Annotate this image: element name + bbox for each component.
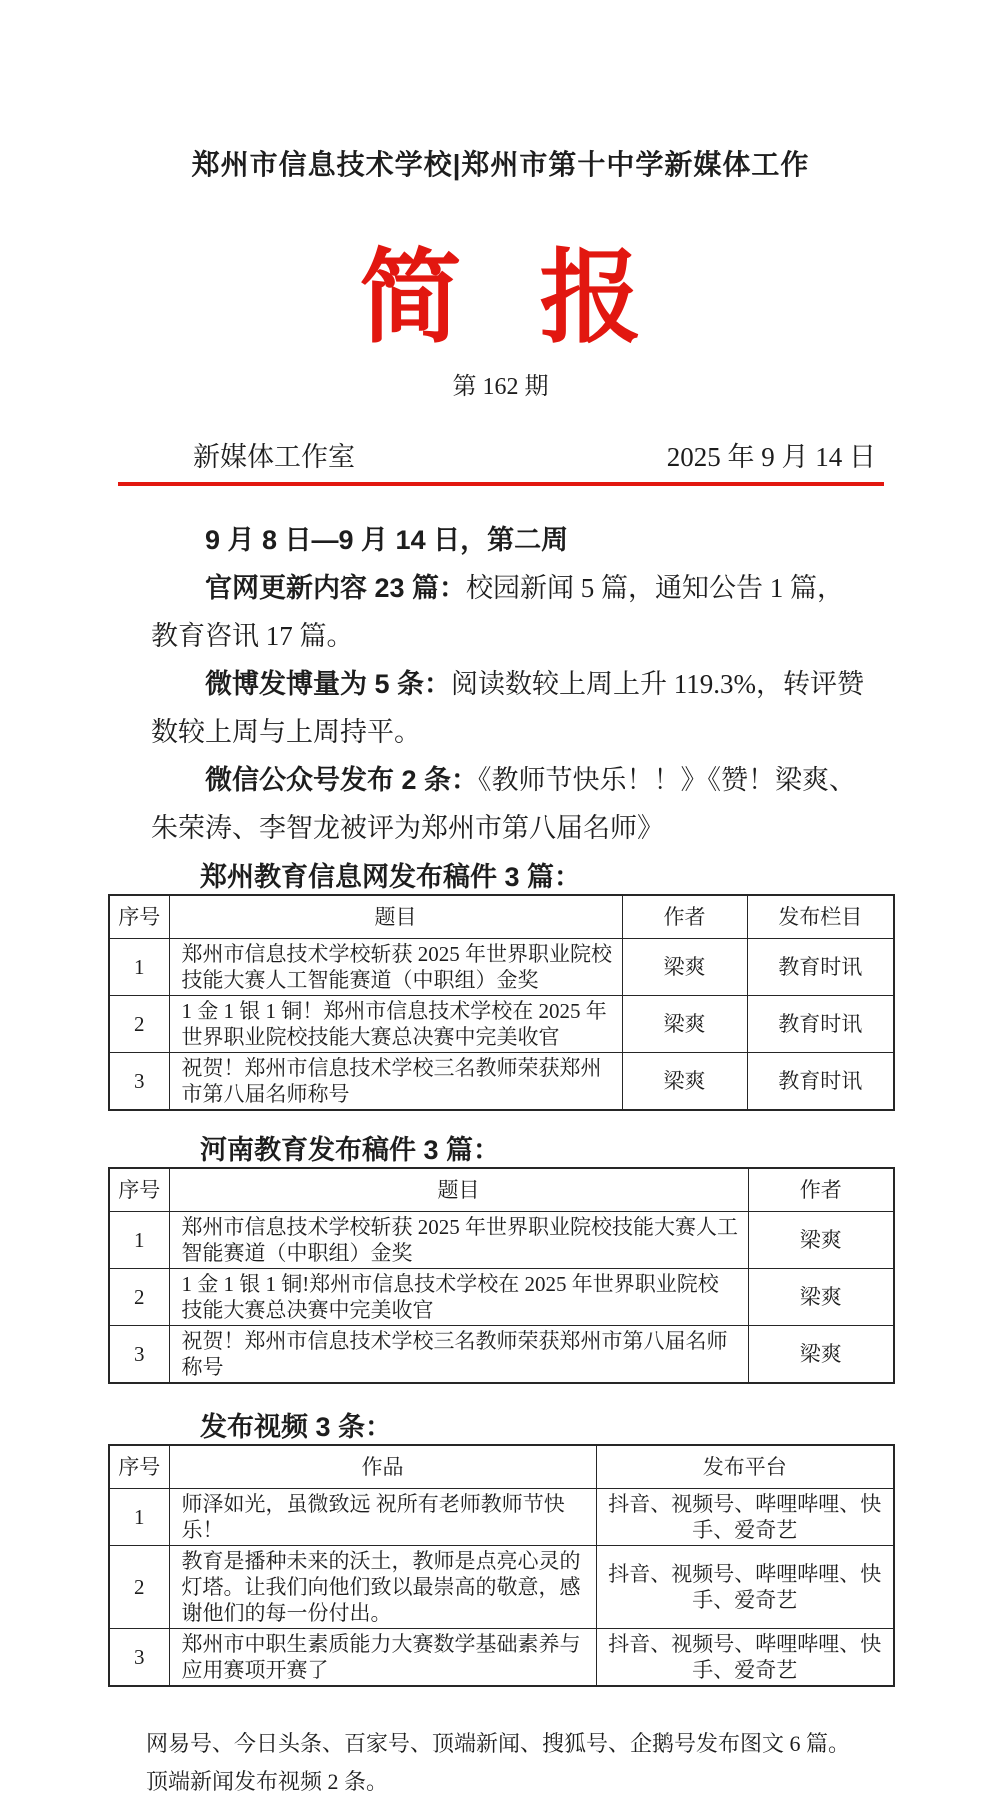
cell-title: 祝贺！郑州市信息技术学校三名教师荣获郑州市第八届名师称号: [169, 1326, 748, 1384]
paragraph-weibo-lead: 微博发博量为 5 条：: [205, 669, 452, 699]
paragraph-wechat-rest: 《教师节快乐！！》《赞！梁爽、朱荣涛、李智龙被评为郑州市第八届名师》: [151, 765, 857, 843]
table-row: [109, 1326, 894, 1384]
issue-date: 2025 年 9 月 14 日: [666, 442, 876, 472]
cell-index: 3: [109, 1629, 169, 1687]
table-header-row: [109, 1168, 894, 1212]
cell-title: 1 金 1 银 1 铜!郑州市信息技术学校在 2025 年世界职业院校技能大赛总决赛中完美收官: [169, 1269, 748, 1326]
col-header-author: 作者: [748, 1168, 894, 1212]
footer-summary: 网易号、今日头条、百家号、顶端新闻、搜狐号、企鹅号发布图文 6 篇。顶端新闻发布视频 2 条。: [146, 1731, 851, 1794]
cell-index: 1: [109, 1489, 169, 1546]
cell-author: 梁爽: [748, 1212, 894, 1269]
col-header-column: 发布栏目: [747, 895, 894, 939]
cell-platform: 抖音、视频号、哔哩哔哩、快手、爱奇艺: [596, 1546, 894, 1629]
cell-author: 梁爽: [622, 939, 747, 996]
cell-platform: 抖音、视频号、哔哩哔哩、快手、爱奇艺: [596, 1489, 894, 1546]
col-header-index: 序号: [109, 895, 169, 939]
cell-author: 梁爽: [748, 1269, 894, 1326]
section-title-zhengzhou-edu: 郑州教育信息网发布稿件 3 篇：: [200, 862, 582, 892]
table-henan-edu: [108, 1167, 895, 1384]
table-row: [109, 1489, 894, 1546]
school-header: 郑州市信息技术学校|郑州市第十中学新媒体工作: [191, 149, 810, 180]
col-header-index: 序号: [109, 1445, 169, 1489]
cell-work: 教育是播种未来的沃土，教师是点亮心灵的灯塔。让我们向他们致以最崇高的敬意，感谢他们的每一份付出。: [169, 1546, 596, 1629]
cell-column: 教育时讯: [747, 939, 894, 996]
table-videos: [108, 1444, 895, 1687]
paragraph-website-rest: 校园新闻 5 篇，通知公告 1 篇，教育咨讯 17 篇。: [151, 573, 845, 651]
bulletin-title-char-1: 简: [359, 241, 462, 355]
cell-platform: 抖音、视频号、哔哩哔哩、快手、爱奇艺: [596, 1629, 894, 1687]
paragraph-wechat-lead: 微信公众号发布 2 条：: [205, 765, 479, 795]
table-row: [109, 996, 894, 1053]
cell-index: 1: [109, 939, 169, 996]
bulletin-title-char-2: 报: [539, 241, 642, 355]
table-row: [109, 939, 894, 996]
cell-author: 梁爽: [748, 1326, 894, 1384]
table-row: [109, 1053, 894, 1111]
bulletin-title: [108, 241, 893, 355]
red-divider: [118, 482, 884, 486]
cell-column: 教育时讯: [747, 1053, 894, 1111]
table-row: [109, 1212, 894, 1269]
paragraph-wechat: [151, 756, 871, 852]
cell-title: 祝贺！郑州市信息技术学校三名教师荣获郑州市第八届名师称号: [169, 1053, 622, 1111]
cell-work: 郑州市中职生素质能力大赛数学基础素养与应用赛项开赛了: [169, 1629, 596, 1687]
issue-number: 第 162 期: [452, 374, 549, 400]
table-row: [109, 1546, 894, 1629]
table-header-row: [109, 895, 894, 939]
paragraph-weibo-rest: 阅读数较上周上升 119.3%，转评赞数较上周与上周持平。: [151, 669, 865, 747]
cell-title: 郑州市信息技术学校斩获 2025 年世界职业院校技能大赛人工智能赛道（中职组）金奖: [169, 1212, 748, 1269]
col-header-work: 作品: [169, 1445, 596, 1489]
cell-index: 3: [109, 1326, 169, 1384]
table-row: [109, 1629, 894, 1687]
issuer-row: [108, 442, 893, 472]
table-header-row: [109, 1445, 894, 1489]
table-zhengzhou-edu: [108, 894, 895, 1111]
col-header-index: 序号: [109, 1168, 169, 1212]
col-header-title: 题目: [169, 1168, 748, 1212]
cell-index: 2: [109, 996, 169, 1053]
paragraph-website: [151, 564, 871, 660]
section-title-henan-edu: 河南教育发布稿件 3 篇：: [200, 1135, 501, 1165]
table-row: [109, 1269, 894, 1326]
cell-title: 1 金 1 银 1 铜！郑州市信息技术学校在 2025 年世界职业院校技能大赛总决赛中完美收官: [169, 996, 622, 1053]
paragraph-website-lead: 官网更新内容 23 篇：: [205, 573, 467, 603]
summary-text: [151, 516, 871, 852]
cell-author: 梁爽: [622, 996, 747, 1053]
cell-column: 教育时讯: [747, 996, 894, 1053]
issuer-name: 新媒体工作室: [193, 442, 355, 472]
col-header-title: 题目: [169, 895, 622, 939]
cell-author: 梁爽: [622, 1053, 747, 1111]
cell-index: 2: [109, 1546, 169, 1629]
cell-index: 1: [109, 1212, 169, 1269]
col-header-platform: 发布平台: [596, 1445, 894, 1489]
cell-index: 2: [109, 1269, 169, 1326]
col-header-author: 作者: [622, 895, 747, 939]
cell-work: 师泽如光，虽微致远 祝所有老师教师节快乐！: [169, 1489, 596, 1546]
cell-index: 3: [109, 1053, 169, 1111]
cell-title: 郑州市信息技术学校斩获 2025 年世界职业院校技能大赛人工智能赛道（中职组）金奖: [169, 939, 622, 996]
week-range-line: 9 月 8 日—9 月 14 日，第二周: [205, 525, 569, 555]
section-title-videos: 发布视频 3 条：: [200, 1412, 393, 1442]
paragraph-weibo: [151, 660, 871, 756]
